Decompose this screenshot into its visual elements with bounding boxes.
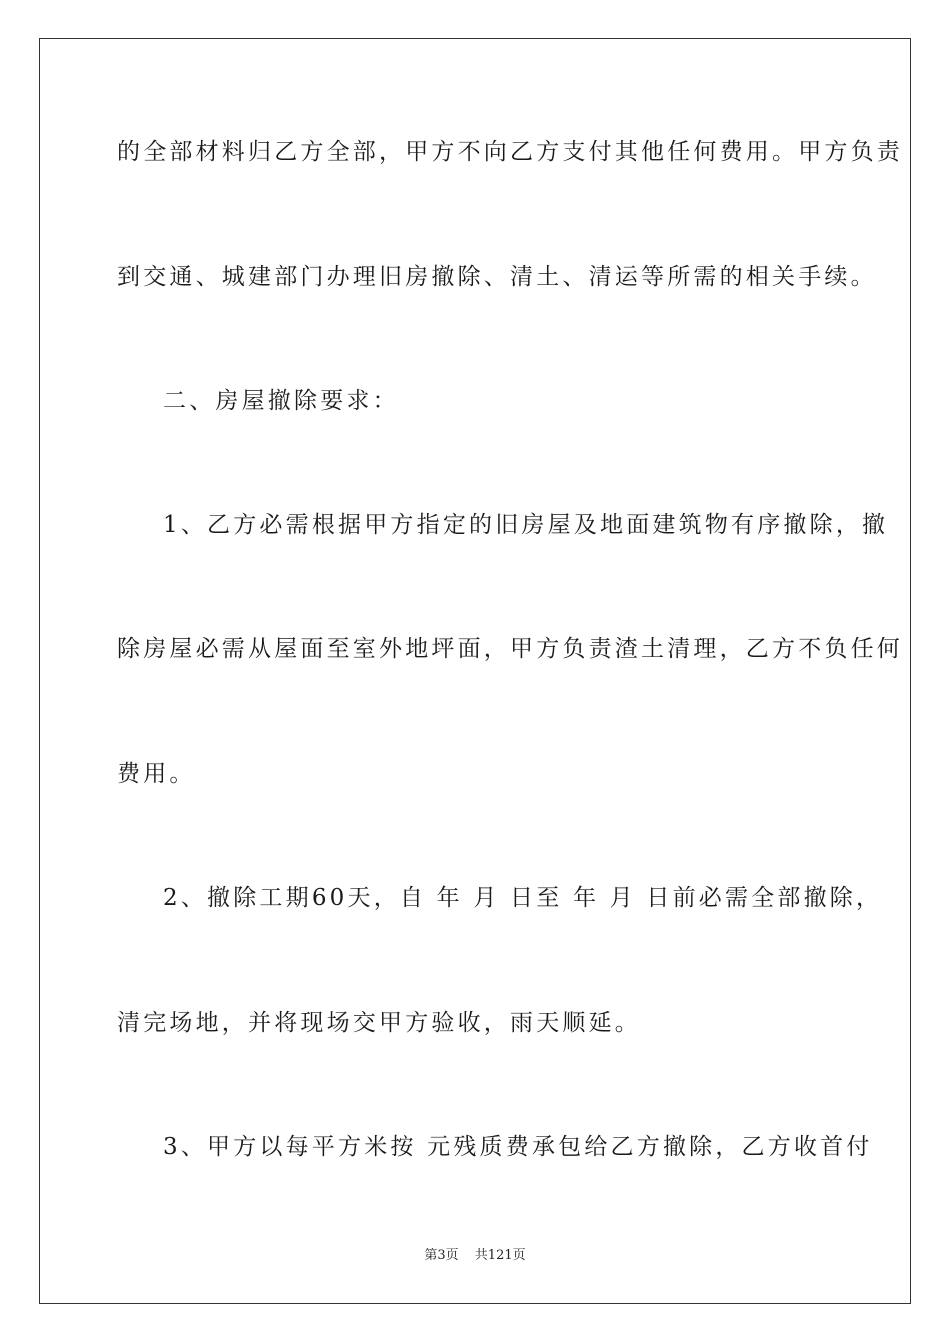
body-text-line-2: 到交通、城建部门办理旧房撤除、清土、清运等所需的相关手续。 <box>117 264 877 290</box>
body-text-line-5: 除房屋必需从屋面至室外地坪面，甲方负责渣土清理，乙方不负任何 <box>117 636 903 662</box>
page-number: 第3页 <box>424 1248 459 1263</box>
body-text-line-9: 3、甲方以每平方米按 元残质费承包给乙方撤除，乙方收首付 <box>163 1134 873 1160</box>
body-text-line-7: 2、撤除工期60天，自 年 月 日至 年 月 日前必需全部撤除， <box>163 885 883 911</box>
page-frame <box>39 38 911 1304</box>
section-heading: 二、房屋撤除要求： <box>163 388 399 414</box>
body-text-line-1: 的全部材料归乙方全部，甲方不向乙方支付其他任何费用。甲方负责 <box>117 139 903 165</box>
body-text-line-6: 费用。 <box>117 761 196 787</box>
body-text-line-4: 1、乙方必需根据甲方指定的旧房屋及地面建筑物有序撤除，撤 <box>163 512 889 538</box>
total-pages: 共121页 <box>474 1248 526 1263</box>
page-footer <box>0 1247 950 1265</box>
body-text-line-8: 清完场地，并将现场交甲方验收，雨天顺延。 <box>117 1010 641 1036</box>
